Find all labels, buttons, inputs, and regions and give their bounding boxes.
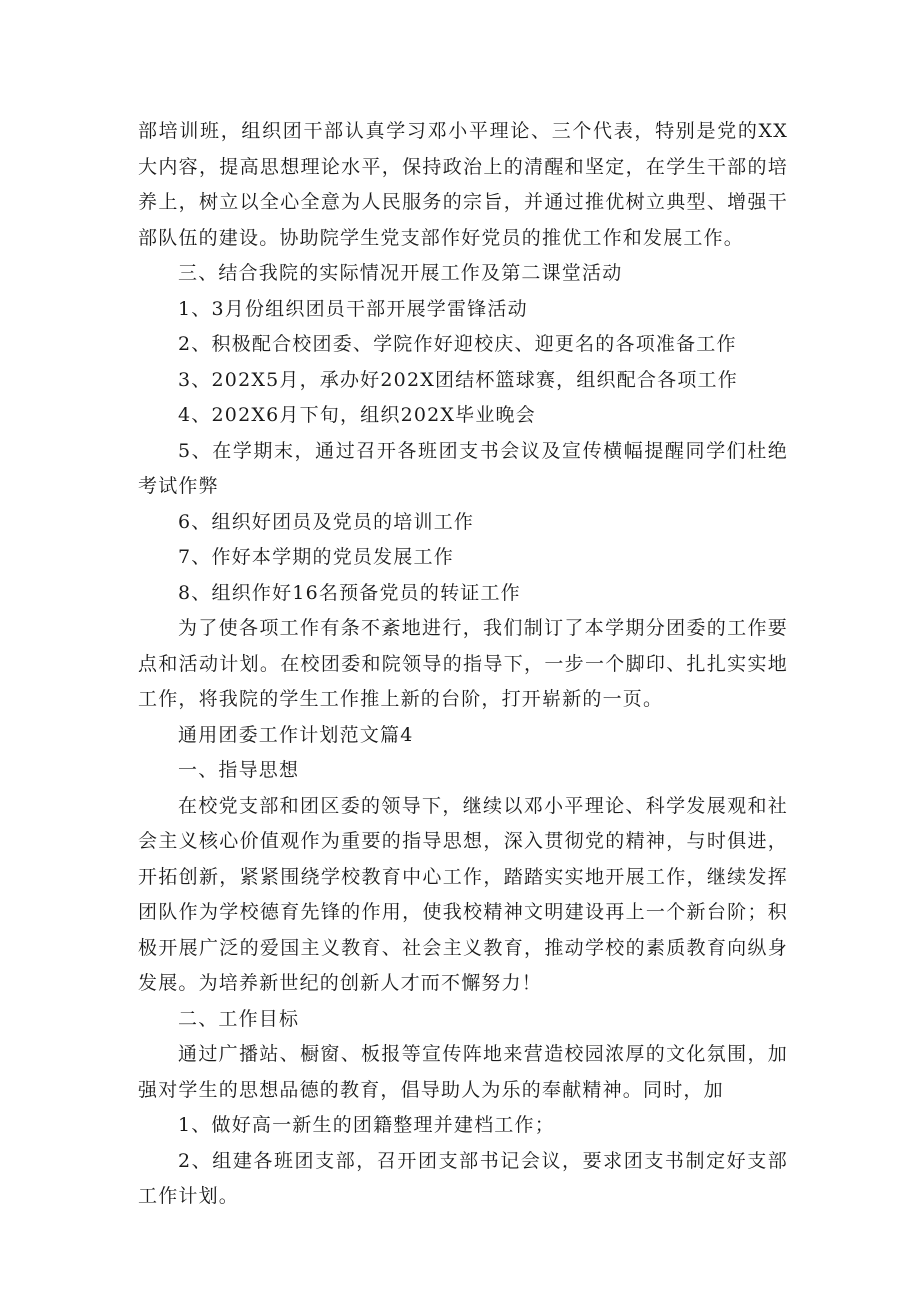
paragraph-work-goals: 通过广播站、橱窗、板报等宣传阵地来营造校园浓厚的文化氛围，加强对学生的思想品德的教育，倡导助人为乐的奉献精神。同时，加 [138, 1043, 788, 1101]
list-item: 2、组建各班团支部，召开团支部书记会议，要求团支书制定好支部工作计划。 [138, 1149, 788, 1207]
list-item: 3、202X5月，承办好202X团结杯篮球赛，组织配合各项工作 [178, 368, 738, 391]
list-item: 5、在学期末，通过召开各班团支书会议及宣传横幅提醒同学们杜绝考试作弊 [138, 439, 788, 497]
paragraph-summary: 为了使各项工作有条不紊地进行，我们制订了本学期分团委的工作要点和活动计划。在校团委和院领导的指导下，一步一个脚印、扎扎实实地工作，将我院的学生工作推上新的台阶，打开崭新的一页。 [138, 617, 788, 710]
paragraph-guiding-thought: 在校党支部和团区委的领导下，继续以邓小平理论、科学发展观和社会主义核心价值观作为重要的指导思想，深入贯彻党的精神，与时俱进，开拓创新，紧紧围绕学校教育中心工作，踏踏实实地开展工作，继续发挥团队作为学校德育先锋的作用，使我校精神文明建设再上一个新台阶；积极开展广泛的爱国主义教育、社会主义教育，推动学校的素质教育向纵身发展。为培养新世纪的创新人才而不懈努力！ [138, 794, 788, 994]
list-item: 1、做好高一新生的团籍整理并建档工作； [178, 1114, 555, 1136]
list-item: 4、202X6月下旬，组织202X毕业晚会 [178, 404, 536, 426]
article-title: 通用团委工作计划范文篇4 [178, 723, 414, 746]
section-heading-2: 二、工作目标 [178, 1007, 300, 1030]
section-heading-1: 一、指导思想 [178, 759, 300, 781]
list-item: 8、组织作好16名预备党员的转证工作 [178, 581, 521, 604]
list-item: 7、作好本学期的党员发展工作 [178, 546, 454, 568]
section-heading-3: 三、结合我院的实际情况开展工作及第二课堂活动 [178, 262, 623, 284]
list-item: 1、3月份组织团员干部开展学雷锋活动 [178, 297, 528, 320]
document-body [138, 114, 788, 1215]
paragraph-continuation: 部培训班，组织团干部认真学习邓小平理论、三个代表，特别是党的XX大内容，提高思想理论水平，保持政治上的清醒和坚定，在学生干部的培养上，树立以全心全意为人民服务的宗旨，并通过推优树立典型、增强干部队伍的建设。协助院学生党支部作好党员的推优工作和发展工作。 [138, 120, 788, 249]
list-item: 6、组织好团员及党员的培训工作 [178, 510, 475, 533]
list-item: 2、积极配合校团委、学院作好迎校庆、迎更名的各项准备工作 [178, 333, 737, 355]
